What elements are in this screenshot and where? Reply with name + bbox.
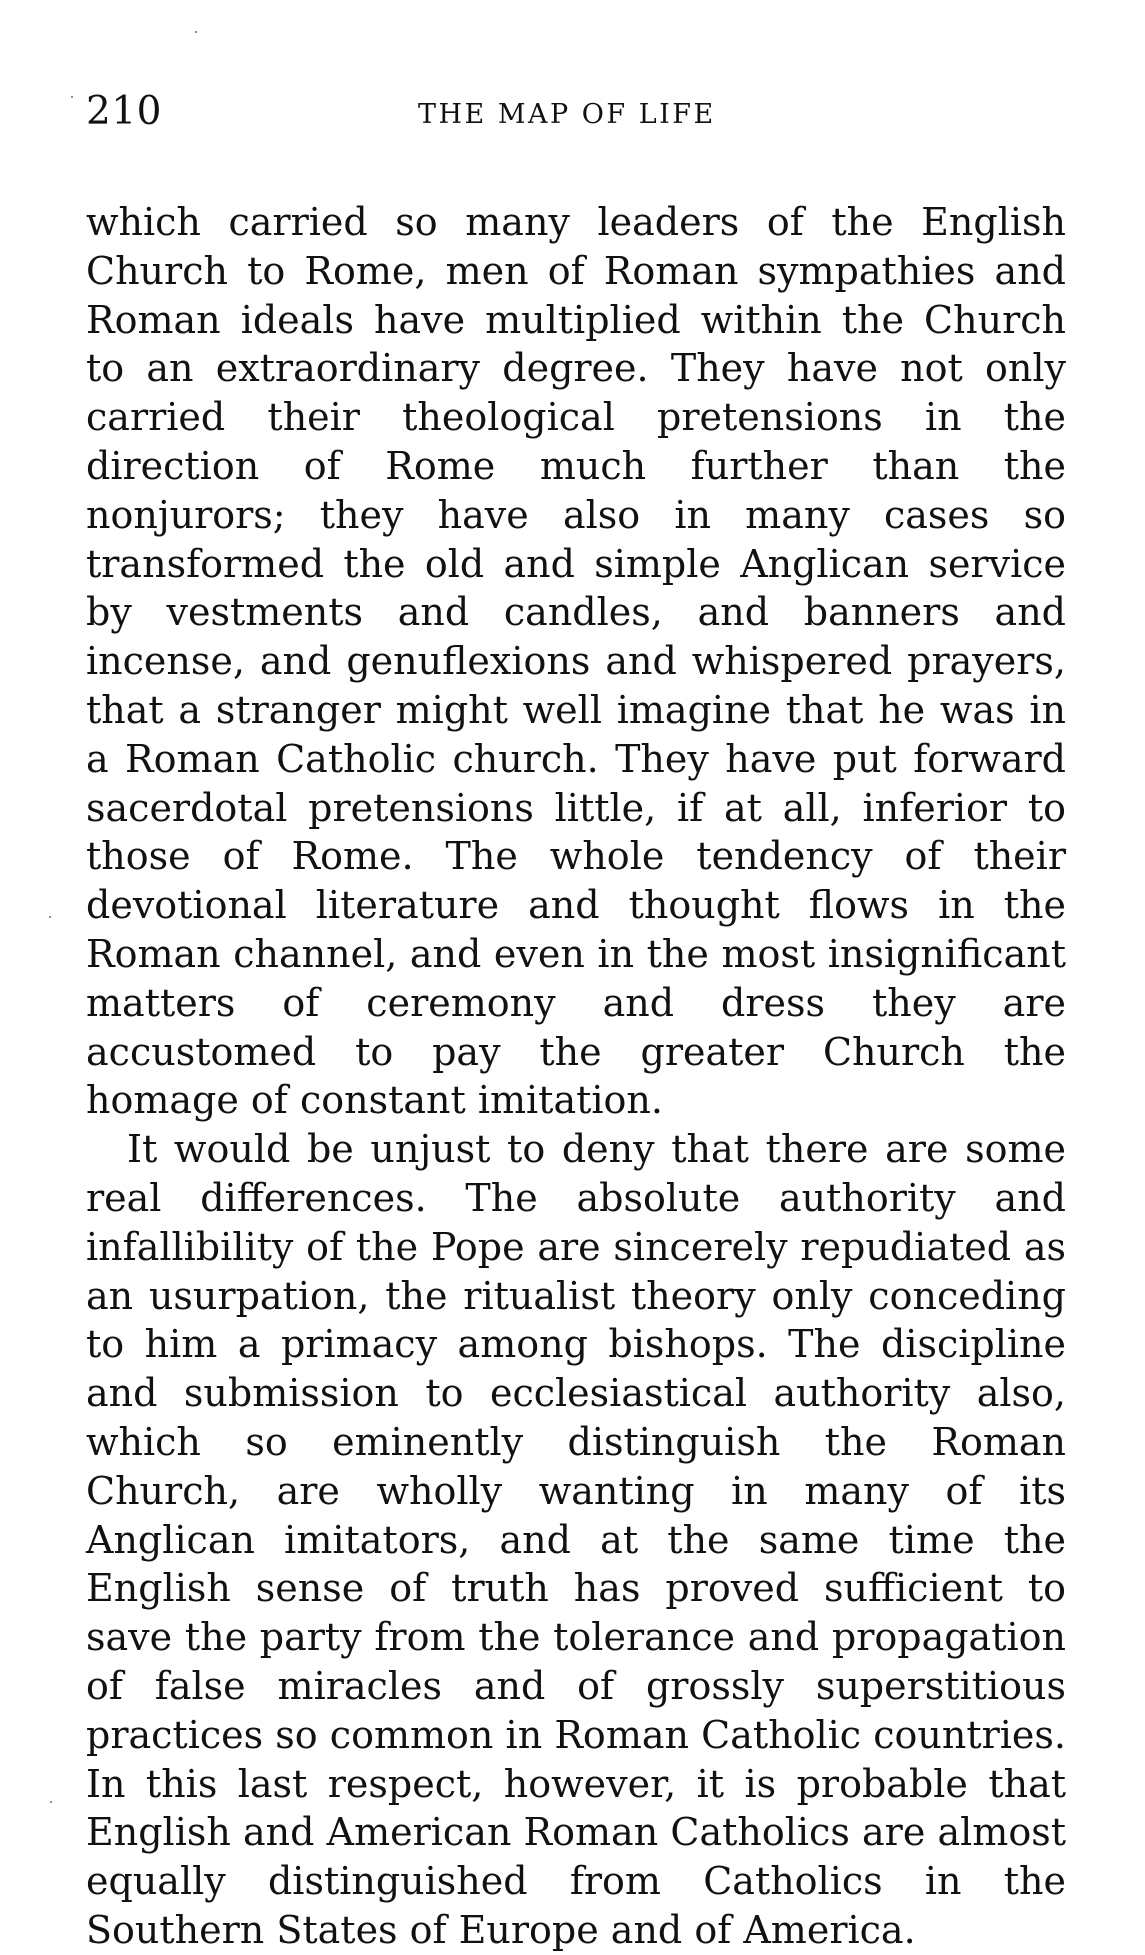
page-header [86, 89, 1066, 162]
body-text [86, 198, 1066, 1955]
ink-speck [71, 96, 73, 98]
ink-speck [50, 1801, 52, 1803]
paragraph: It would be unjust to deny that there are some real differences. The absolute authority and infallibility of the Pope are sincerely repudiated as an usurpation, the ritualist theory only conceding to him a primacy among bishops. The discipline and submission to ecclesiastical authority also, which so eminently distinguish the Roman Church, are wholly wanting in many of its Anglican imitators, and at the same time the English sense of truth has proved sufficient to save the party from the tolerance and propagation of false miracles and of grossly superstitious practices so common in Roman Catholic countries. In this last respect, however, it is probable that English and American Roman Catholics are almost equally distinguished from Catholics in the Southern States of Europe and of America. [86, 1127, 1066, 1952]
running-title: THE MAP OF LIFE [418, 99, 716, 130]
page-number: 210 [86, 89, 162, 134]
paragraph: which carried so many leaders of the English Church to Rome, men of Roman sympathies and Roman ideals have multiplied within the Church to an extraordinary degree. They have not only carried their theological pretensions in the direction of Rome much further than the nonjurors; they have also in many cases so transformed the old and simple Anglican service by vestments and candles, and banners and incense, and genuflexions and whispered prayers, that a stranger might well imagine that he was in a Roman Catholic church. They have put forward sacerdotal pretensions little, if at all, inferior to those of Rome. The whole tendency of their devotional literature and thought flows in the Roman channel, and even in the most insignificant matters of ceremony and dress they are accustomed to pay the greater Church the homage of constant imitation. [86, 200, 1066, 1123]
ink-speck [195, 31, 197, 33]
ink-speck [49, 916, 51, 918]
